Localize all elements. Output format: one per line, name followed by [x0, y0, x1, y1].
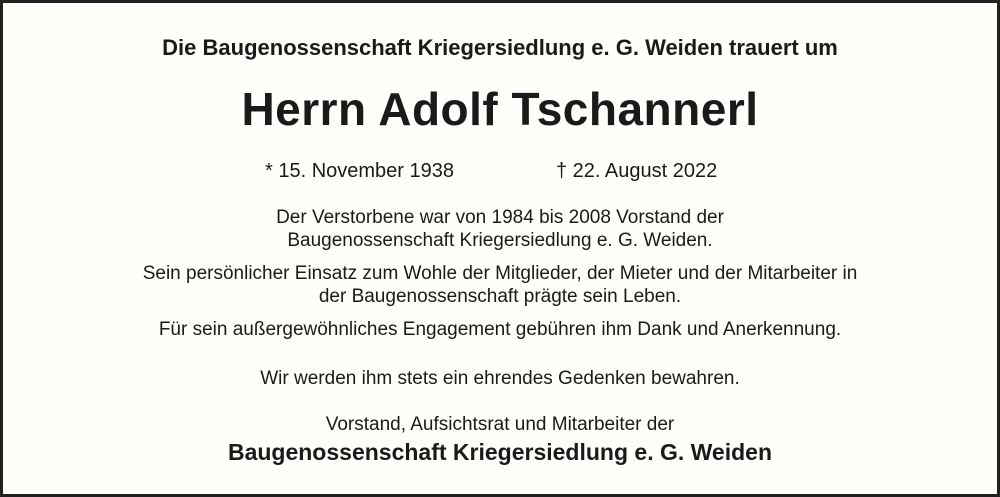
signature-line: Vorstand, Aufsichtsrat und Mitarbeiter der: [325, 414, 675, 435]
paragraph-line: der Baugenossenschaft prägte sein Leben.: [318, 286, 682, 307]
paragraph-line: Sein persönlicher Einsatz zum Wohle der Mitglieder, der Mieter und der Mitarbeiter in: [142, 263, 858, 284]
notice-header: Die Baugenossenschaft Kriegersiedlung e. G. Weiden trauert um: [162, 35, 838, 60]
paragraph-line: Für sein außergewöhnliches Engagement gebühren ihm Dank und Anerkennung.: [158, 319, 842, 340]
paragraph-line: Baugenossenschaft Kriegersiedlung e. G. Weiden.: [287, 230, 713, 251]
paragraph-line: Der Verstorbene war von 1984 bis 2008 Vorstand der: [276, 207, 724, 228]
death-date: † 22. August 2022: [556, 160, 718, 182]
birth-date: * 15. November 1938: [265, 160, 455, 182]
signature-organization: Baugenossenschaft Kriegersiedlung e. G. Weiden: [227, 439, 773, 465]
paragraph-line: Wir werden ihm stets ein ehrendes Gedenken bewahren.: [260, 368, 740, 389]
deceased-name: Herrn Adolf Tschannerl: [241, 83, 759, 135]
